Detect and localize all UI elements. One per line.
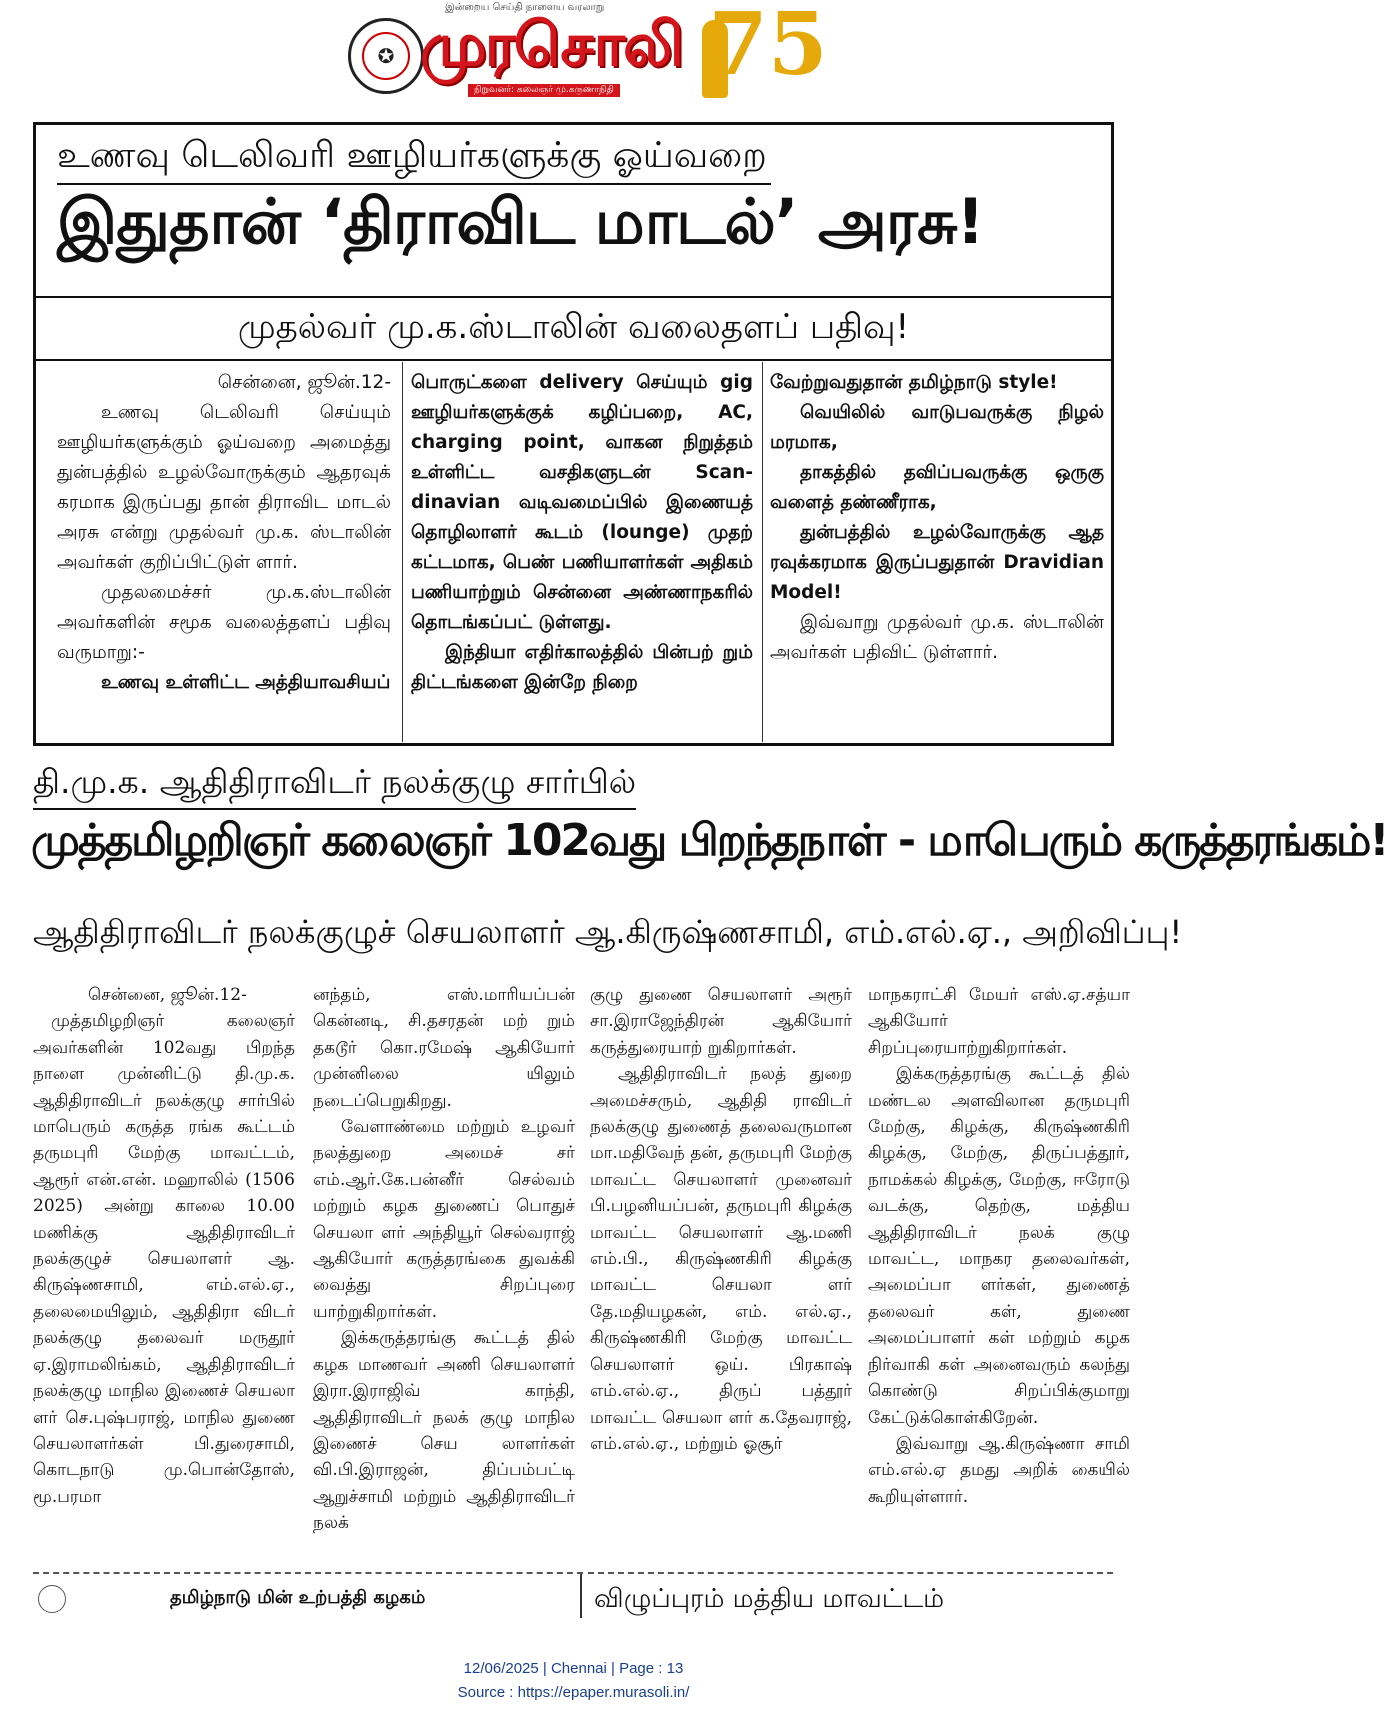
dateline: சென்னை, ஜூன்.12-: [217, 372, 391, 393]
story1-headline: இதுதான் ‘திராவிட மாடல்’ அரசு!: [57, 185, 984, 258]
dateline-paragraph: சென்னை, ஜூன்.12-: [88, 985, 247, 1005]
story1-subhead: முதல்வர் மு.க.ஸ்டாலின் வலைதளப் பதிவு!: [237, 307, 910, 347]
story2-headline: முத்தமிழறிஞர் கலைஞர் 102வது பிறந்தநாள் - மாபெரும் கருத்தரங்கம்!: [31, 815, 1387, 866]
newspaper-brand: முரசொலி: [420, 10, 682, 80]
seal-emblem-icon: ✪: [362, 32, 410, 80]
anniversary-number: 75: [708, 0, 828, 95]
story1-divider: [36, 296, 1111, 298]
paragraph: வெயிலில் வாடுபவருக்கு நிழல் மரமாக,: [770, 402, 1104, 453]
paragraph: குழு துணை செயலாளர் அரூர் சா.இராஜேந்திரன் ஆகியோர் கருத்துரையாற் றுகிறார்கள்.: [590, 985, 852, 1058]
paragraph: ஆதிதிராவிடர் நலத் துறை அமைச்சரும், ஆதிதி ராவிடர் நலக்குழு துணைத் தலைவருமான மா.மதிவேந் தன், தருமபுரி மேற்கு மாவட்ட செயலாளர் முனைவர் பி.பழனியப்பன், தருமபுரி கிழக்கு மாவட்ட செயலாளர் ஆ.மணி எம்.பி., கிருஷ்ணகிரி கிழக்கு மாவட்ட செயலா ளர் தே.மதியழகன், எம். எல்.ஏ., கிருஷ்ணகிரி மேற்கு மாவட்ட செயலாளர் ஒய். பிரகாஷ் எம்.எல்.ஏ., திருப் பத்தூர் மாவட்ட செயலா ளர் க.தேவராஜ், எம்.எல்.ஏ., மற்றும் ஓசூர்: [590, 1064, 852, 1454]
masthead-tagline: இன்றைய செய்தி நாளைய வரலாறு: [445, 2, 605, 13]
paragraph: இவ்வாறு ஆ.கிருஷ்ணா சாமி எம்.எல்.ஏ தமது அறிக் கையில் கூறியுள்ளார்.: [868, 1433, 1130, 1507]
paragraph: உணவு உள்ளிட்ட அத்தியாவசியப்: [101, 672, 391, 693]
footer-source-line: Source : https://epaper.murasoli.in/: [457, 1684, 690, 1701]
paragraph: னந்தம், எஸ்.மாரியப்பன் கென்னடி, சி.தசரதன் மற் றும் தகடூர் கொ.ரமேஷ் ஆகியோர் முன்னிலை யிலும் நடைப்பெறுகிறது.: [313, 985, 575, 1111]
brand-founder-line: நிறுவனர்: கலைஞர் மு.கருணாநிதி: [468, 84, 620, 97]
bottom-left-title: தமிழ்நாடு மின் உற்பத்தி கழகம்: [170, 1587, 426, 1608]
paragraph: வேற்றுவதுதான் தமிழ்நாடு style!: [770, 372, 1058, 393]
paragraph: இந்தியா எதிர்காலத்தில் பின்பற் றும் திட்டங்களை இன்றே நிறை: [411, 642, 753, 693]
column-rule: [762, 362, 763, 742]
paragraph: இக்கருத்தரங்கு கூட்டத் தில் கழக மாணவர் அணி செயலாளர் இரா.இராஜிவ் காந்தி, ஆதிதிராவிடர் நலக் குழு மாநில இணைச் செய லாளர்கள் வி.பி.இராஜன், திப்பம்பட்டி ஆறுச்சாமி மற்றும் ஆதிதிராவிடர் நலக்: [313, 1328, 575, 1534]
bottom-divider-right: [588, 1572, 1113, 1574]
story1-column-1: [57, 368, 391, 698]
paragraph: வேளாண்மை மற்றும் உழவர் நலத்துறை அமைச் சர் எம்.ஆர்.கே.பன்னீர் செல்வம் மற்றும் கழக துணைப் பொதுச் செயலா ளர் அந்தியூர் செல்வராஜ் ஆகியோர் கருத்தரங்கை துவக்கி வைத்து சிறப்புரை யாற்றுகிறார்கள்.: [313, 1117, 575, 1322]
paragraph: இவ்வாறு முதல்வர் மு.க. ஸ்டாலின் அவர்கள் பதிவிட் டுள்ளார்.: [770, 612, 1104, 663]
tangedco-logo-icon: [38, 1585, 66, 1613]
paragraph: முதலமைச்சர் மு.க.ஸ்டாலின் அவர்களின் சமூக வலைத்தளப் பதிவு வருமாறு:-: [57, 582, 391, 663]
masthead: [0, 0, 1147, 110]
story1-column-2: [411, 368, 753, 698]
story2-column-1: [33, 982, 295, 1510]
story1-column-3: [770, 368, 1104, 668]
story1-kicker: உணவு டெலிவரி ஊழியர்களுக்கு ஓய்வறை: [57, 135, 771, 185]
footer-date-line: 12/06/2025 | Chennai | Page : 13: [463, 1660, 684, 1677]
bottom-separator: [580, 1574, 582, 1618]
paragraph: உணவு டெலிவரி செய்யும் ஊழியர்களுக்கும் ஓய்வறை அமைத்து துன்பத்தில் உழல்வோருக்கும் ஆதரவுக் கரமாக இருப்பது தான் திராவிட மாடல் அரசு என்று முதல்வர் மு.க. ஸ்டாலின் அவர்கள் குறிப்பிட்டுள் ளார்.: [57, 402, 391, 573]
paragraph: பொருட்களை delivery செய்யும் gig ஊழியர்களுக்குக் கழிப்பறை, AC, charging point, வாகன நிறுத்தம் உள்ளிட்ட வசதிகளுடன் Scan-dinavian வடிவமைப்பில் இணையத் தொழிலாளர் கூடம் (lounge) முதற் கட்டமாக, பெண் பணியாளர்கள் அதிகம் பணியாற்றும் சென்னை அண்ணாநகரில் தொடங்கப்பட் டுள்ளது.: [411, 372, 753, 633]
bottom-divider-left: [33, 1572, 583, 1574]
column-rule: [402, 362, 403, 742]
paragraph: இக்கருத்தரங்கு கூட்டத் தில் மண்டல அளவிலான தருமபுரி மேற்கு, கிழக்கு, கிருஷ்ணகிரி கிழக்கு, மேற்கு, திருப்பத்தூர், நாமக்கல் கிழக்கு, மேற்கு, ஈரோடு வடக்கு, தெற்கு, மத்திய ஆதிதிராவிடர் நலக் குழு மாவட்ட, மாநகர தலைவர்கள், அமைப்பா ளர்கள், துணைத் தலைவர் கள், துணை அமைப்பாளர் கள் மற்றும் கழக நிர்வாகி கள் அனைவரும் கலந்து கொண்டு சிறப்பிக்குமாறு கேட்டுக்கொள்கிறேன்.: [868, 1064, 1130, 1428]
paragraph: முத்தமிழறிஞர் கலைஞர் அவர்களின் 102வது பிறந்த நாளை முன்னிட்டு தி.மு.க. ஆதிதிராவிடர் நலக்குழு சார்பில் மாபெரும் கருத்த ரங்க கூட்டம் தருமபுரி மேற்கு மாவட்டம், ஆரூர் என்.என். மஹாலில் (1506 2025) அன்று காலை 10.00 மணிக்கு ஆதிதிராவிடர் நலக்குழுச் செயலாளர் ஆ. கிருஷ்ணசாமி, எம்.எல்.ஏ., தலைமையிலும், ஆதிதிரா விடர் நலக்குழு தலைவர் மருதூர் ஏ.இராமலிங்கம், ஆதிதிராவிடர் நலக்குழு மாநில இணைச் செயலா ளர் செ.புஷ்பராஜ், மாநில துணை செயலாளர்கள் பி.துரைசாமி, கொடநாடு மு.பொன்தோஸ், மூ.பரமா: [33, 1011, 295, 1507]
story1-divider-2: [36, 359, 1111, 361]
bottom-right-title: விழுப்புரம் மத்திய மாவட்டம்: [594, 1584, 945, 1614]
story2-subhead: ஆதிதிராவிடர் நலக்குழுச் செயலாளர் ஆ.கிருஷ்ணசாமி, எம்.எல்.ஏ., அறிவிப்பு!: [33, 913, 1183, 951]
story2-kicker: தி.மு.க. ஆதிதிராவிடர் நலக்குழு சார்பில்: [33, 762, 636, 810]
story2-column-2: [313, 982, 575, 1537]
party-seal-logo: [348, 18, 424, 94]
story2-column-3: [590, 982, 852, 1457]
paragraph: தாகத்தில் தவிப்பவருக்கு ஒருகு வளைத் தண்ணீராக,: [770, 462, 1104, 513]
paragraph: மாநகராட்சி மேயர் எஸ்.ஏ.சத்யா ஆகியோர் சிறப்புரையாற்றுகிறார்கள்.: [868, 985, 1130, 1058]
story2-column-4: [868, 982, 1130, 1510]
paragraph: துன்பத்தில் உழல்வோருக்கு ஆத ரவுக்கரமாக இருப்பதுதான் Dravidian Model!: [770, 522, 1104, 603]
